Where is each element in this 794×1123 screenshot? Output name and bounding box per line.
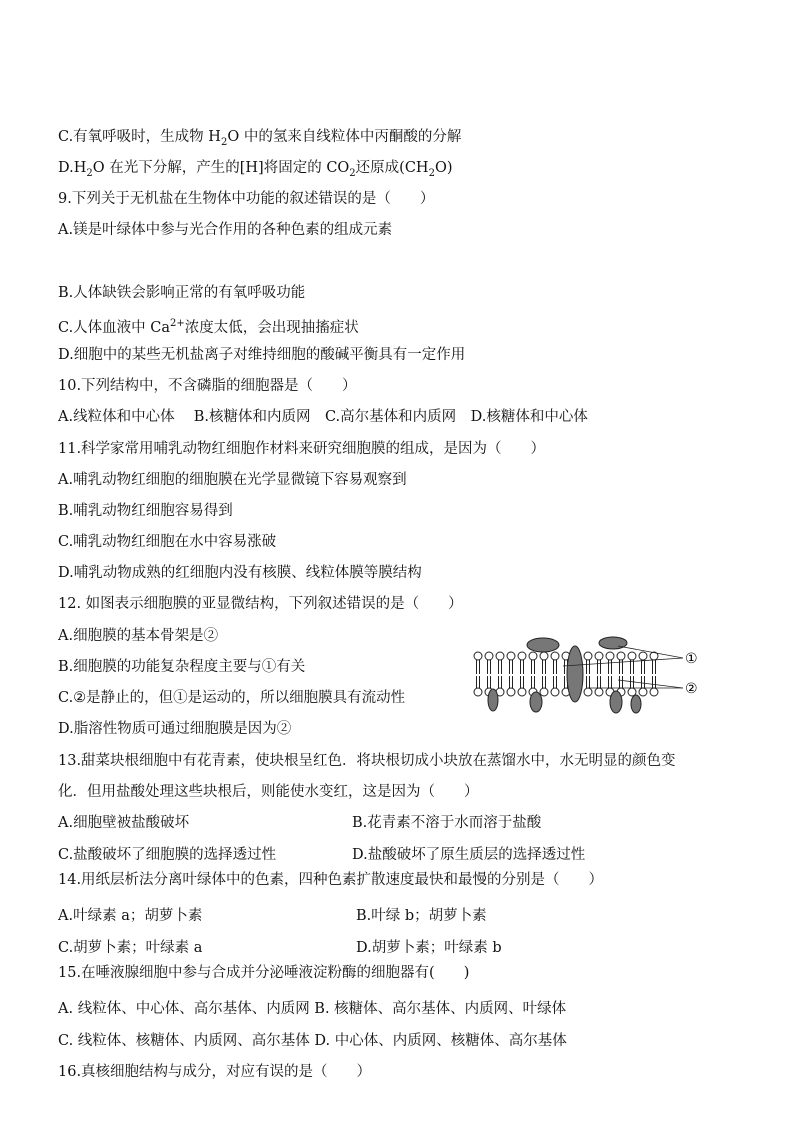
- question-12: 12. 如图表示细胞膜的亚显微结构，下列叙述错误的是（ ）: [58, 596, 463, 612]
- phospholipid-tail: [642, 660, 645, 674]
- phospholipid-head: [617, 652, 625, 660]
- phospholipid-tail: [543, 676, 546, 688]
- phospholipid-tail: [554, 660, 557, 674]
- question-10: 10.下列结构中，不含磷脂的细胞器是（ ）: [58, 378, 357, 394]
- question-13-option-d: D.盐酸破坏了原生质层的选择透过性: [352, 847, 586, 863]
- phospholipid-tail: [598, 660, 601, 674]
- question-11: 11.科学家常用哺乳动物红细胞作材料来研究细胞膜的组成，是因为（ ）: [58, 441, 546, 457]
- question-14-option-a: A.叶绿素 a；胡萝卜素: [58, 908, 203, 924]
- question-13-line-1: 13.甜菜块根细胞中有花青素，使块根呈红色．将块根切成小块放在蒸馏水中，水无明显的颜色变: [58, 753, 676, 769]
- phospholipid-head: [639, 688, 647, 696]
- question-12-option-d: D.脂溶性物质可通过细胞膜是因为②: [58, 721, 292, 737]
- label-2: ②: [685, 681, 698, 697]
- phospholipid-head: [606, 652, 614, 660]
- phospholipid-tail: [532, 660, 535, 674]
- question-11-option-d: D.哺乳动物成熟的红细胞内没有核膜、线粒体膜等膜结构: [58, 565, 422, 581]
- phospholipid-tail: [554, 676, 557, 688]
- option-d-photolysis: $D.H_2O$ 在光下分解，产生的[H]将固定的 $CO_2$还原成$(CH_2O)$: [58, 160, 453, 179]
- question-14-option-d: D.胡萝卜素；叶绿素 b: [356, 940, 502, 956]
- question-14-option-b: B.叶绿 b；胡萝卜素: [356, 908, 487, 924]
- protein-inner-2: [530, 692, 542, 712]
- phospholipid-head: [496, 652, 504, 660]
- phospholipid-tail: [510, 660, 513, 674]
- question-11-option-b: B.哺乳动物红细胞容易得到: [58, 503, 233, 519]
- phospholipid-head: [639, 652, 647, 660]
- phospholipid-head: [518, 688, 526, 696]
- phospholipid-head: [628, 652, 636, 660]
- option-c-respiration: C.有氧呼吸时，生成物 $H_2O$ 中的氢来自线粒体中丙酮酸的分解: [58, 129, 462, 148]
- phospholipid-tail: [598, 676, 601, 688]
- cell-membrane-diagram: [468, 632, 728, 720]
- question-10-options: A.线粒体和中心体 B.核糖体和内质网 C.高尔基体和内质网 D.核糖体和中心体: [58, 409, 588, 425]
- phospholipid-head: [507, 652, 515, 660]
- phospholipid-head: [540, 688, 548, 696]
- protein-surface: [527, 638, 559, 652]
- phospholipid-head: [529, 652, 537, 660]
- phospholipid-head: [584, 652, 592, 660]
- phospholipid-bilayer: [474, 652, 658, 696]
- protein-inner-4: [631, 695, 641, 713]
- question-16: 16.真核细胞结构与成分，对应有误的是（ ）: [58, 1064, 372, 1080]
- phospholipid-head: [507, 688, 515, 696]
- phospholipid-head: [595, 688, 603, 696]
- protein-transmembrane: [567, 646, 583, 702]
- phospholipid-tail: [488, 660, 491, 674]
- phospholipid-tail: [477, 676, 480, 688]
- protein-inner-1: [488, 689, 498, 711]
- label-1: ①: [685, 651, 698, 667]
- question-9-option-b: B.人体缺铁会影响正常的有氧呼吸功能: [58, 285, 306, 301]
- question-9: 9.下列关于无机盐在生物体中功能的叙述错误的是（ ）: [58, 191, 435, 207]
- question-11-option-c: C.哺乳动物红细胞在水中容易涨破: [58, 534, 277, 550]
- phospholipid-head: [595, 652, 603, 660]
- phospholipid-head: [551, 688, 559, 696]
- question-12-option-a: A.细胞膜的基本骨架是②: [58, 628, 219, 644]
- phospholipid-tail: [631, 660, 634, 674]
- phospholipid-head: [584, 688, 592, 696]
- phospholipid-tail: [587, 676, 590, 688]
- phospholipid-head: [650, 688, 658, 696]
- question-13-option-c: C.盐酸破坏了细胞膜的选择透过性: [58, 847, 277, 863]
- question-15-options-ab: A. 线粒体、中心体、高尔基体、内质网 B. 核糖体、高尔基体、内质网、叶绿体: [58, 1001, 567, 1017]
- phospholipid-tail: [477, 660, 480, 674]
- question-13-option-b: B.花青素不溶于水而溶于盐酸: [352, 815, 542, 831]
- phospholipid-tail: [653, 676, 656, 688]
- phospholipid-tail: [609, 660, 612, 674]
- protein-inner-3: [610, 691, 622, 713]
- question-12-option-c: C.②是静止的，但①是运动的，所以细胞膜具有流动性: [58, 690, 406, 706]
- phospholipid-tail: [488, 676, 491, 688]
- question-9-option-c: C.人体血液中 $Ca^{2+}$浓度太低，会出现抽搐症状: [58, 318, 359, 336]
- phospholipid-tail: [543, 660, 546, 674]
- phospholipid-head: [551, 652, 559, 660]
- question-13-option-a: A.细胞壁被盐酸破坏: [58, 815, 190, 831]
- question-15-options-cd: C. 线粒体、核糖体、内质网、高尔基体 D. 中心体、内质网、核糖体、高尔基体: [58, 1033, 567, 1049]
- phospholipid-head: [518, 652, 526, 660]
- phospholipid-tail: [642, 676, 645, 688]
- question-12-option-b: B.细胞膜的功能复杂程度主要与①有关: [58, 659, 306, 675]
- question-13-line-2: 化．但用盐酸处理这些块根后，则能使水变红，这是因为（ ）: [58, 784, 479, 800]
- phospholipid-tail: [620, 676, 623, 688]
- phospholipid-tail: [510, 676, 513, 688]
- question-9-option-d: D.细胞中的某些无机盐离子对维持细胞的酸碱平衡具有一定作用: [58, 347, 466, 363]
- question-11-option-a: A.哺乳动物红细胞的细胞膜在光学显微镜下容易观察到: [58, 472, 407, 488]
- question-14: 14.用纸层析法分离叶绿体中的色素，四种色素扩散速度最快和最慢的分别是（ ）: [58, 872, 604, 888]
- phospholipid-tail: [609, 676, 612, 688]
- question-14-option-c: C.胡萝卜素；叶绿素 a: [58, 940, 203, 956]
- phospholipid-tail: [499, 660, 502, 674]
- phospholipid-head: [485, 652, 493, 660]
- question-15: 15.在唾液腺细胞中参与合成并分泌唾液淀粉酶的细胞器有( ): [58, 965, 470, 981]
- phospholipid-tail: [532, 676, 535, 688]
- phospholipid-tail: [499, 676, 502, 688]
- phospholipid-tail: [521, 676, 524, 688]
- phospholipid-tail: [587, 660, 590, 674]
- phospholipid-head: [474, 688, 482, 696]
- phospholipid-head: [474, 652, 482, 660]
- phospholipid-tail: [521, 660, 524, 674]
- phospholipid-tail: [653, 660, 656, 674]
- phospholipid-head: [540, 652, 548, 660]
- question-9-option-a: A.镁是叶绿体中参与光合作用的各种色素的组成元素: [58, 222, 393, 238]
- membrane-proteins: [488, 637, 641, 713]
